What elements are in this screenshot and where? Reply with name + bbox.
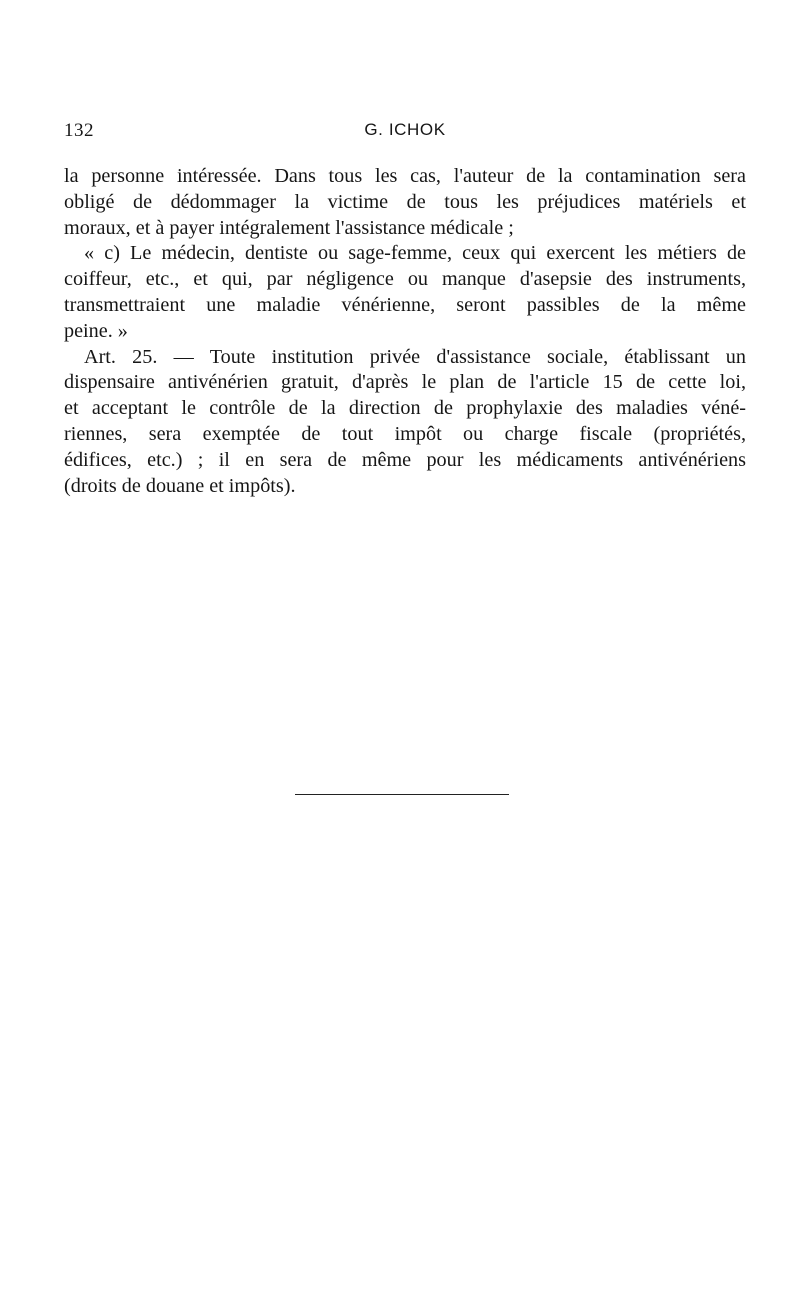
text-line: la personne intéressée. Dans tous les cas, l'auteur de la contamination sera bbox=[64, 165, 746, 187]
text-line: « c) Le médecin, dentiste ou sage-femme, ceux qui exercent les métiers de bbox=[84, 242, 746, 265]
running-head bbox=[64, 120, 746, 144]
text-line: Art. 25. — Toute institution privée d'assistance sociale, établissant un bbox=[84, 345, 746, 368]
text-line: riennes, sera exemptée de tout impôt ou charge fiscale (propriétés, bbox=[64, 422, 746, 445]
text-line: dispensaire antivénérien gratuit, d'après le plan de l'article 15 de cette loi, bbox=[64, 371, 746, 394]
text-line: édifices, etc.) ; il en sera de même pour les médicaments antivénériens bbox=[64, 448, 746, 471]
running-head-author: G. ICHOK bbox=[364, 120, 446, 139]
text-line: coiffeur, etc., et qui, par négligence ou manque d'asepsie des instruments, bbox=[64, 268, 746, 291]
text-line: obligé de dédommager la victime de tous les préjudices matériels et bbox=[64, 190, 746, 213]
end-rule bbox=[295, 794, 509, 795]
text-line: peine. » bbox=[64, 319, 128, 342]
page-number: 132 bbox=[64, 120, 94, 141]
text-line: (droits de douane et impôts). bbox=[64, 474, 296, 497]
text-line: transmettraient une maladie vénérienne, seront passibles de la même bbox=[64, 293, 746, 316]
body-text bbox=[64, 164, 746, 499]
text-line: moraux, et à payer intégralement l'assistance médicale ; bbox=[64, 216, 514, 239]
text-line: et acceptant le contrôle de la direction de prophylaxie des maladies véné- bbox=[64, 397, 746, 420]
